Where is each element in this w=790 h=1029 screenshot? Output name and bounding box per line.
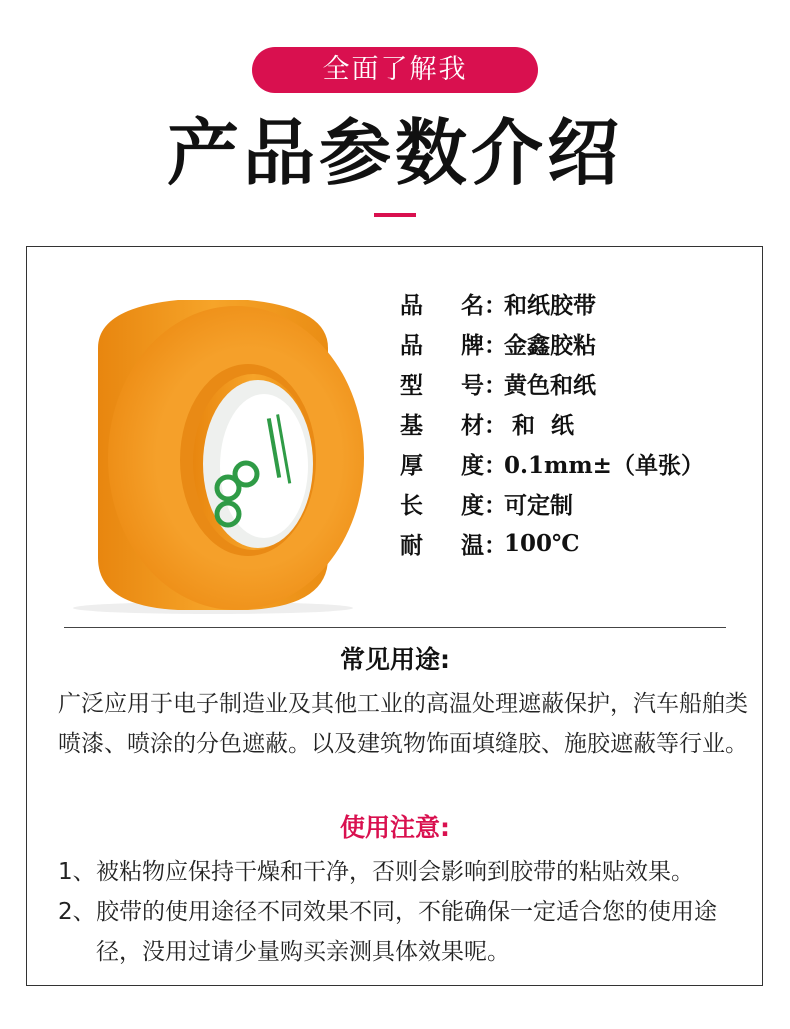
spec-colon: ： [484,371,507,399]
spec-colon: ： [484,331,507,359]
spec-value: 金鑫胶粘 [504,331,596,359]
spec-label: 品 名 [400,291,484,319]
spec-label: 品 牌 [400,331,484,359]
spec-row [400,483,704,523]
notice-item [58,852,748,892]
spec-value: 黄色和纸 [504,371,596,399]
spec-value: 和纸胶带 [504,291,596,319]
page-title: 产品参数介绍 [166,111,623,195]
spec-colon: ： [484,291,507,319]
spec-label: 型 号 [400,371,484,399]
notice-number: 1、 [58,859,96,885]
notice-item [58,892,748,972]
notice-number: 2、 [58,899,96,925]
spec-row [400,523,704,563]
title-accent-bar [374,213,416,217]
spec-value: 100℃ [504,529,580,557]
spec-colon: ： [484,411,507,439]
spec-colon: ： [484,491,507,519]
spec-list [400,283,704,563]
section-pill-label: 全面了解我 [252,47,538,93]
spec-row [400,403,704,443]
spec-colon: ： [484,531,507,559]
spec-value: 0.1mm±（单张） [504,451,704,479]
notice-text: 胶带的使用途径不同效果不同，不能确保一定适合您的使用途径，没用过请少量购买亲测具体效果呢。 [96,899,717,965]
section-divider [64,627,726,628]
notice-title: 使用注意: [340,813,450,842]
spec-row [400,323,704,363]
usage-title: 常见用途: [340,645,450,674]
tape-roll-image [58,288,368,618]
spec-colon: ： [484,451,507,479]
notice-text: 被粘物应保持干燥和干净，否则会影响到胶带的粘贴效果。 [96,859,694,885]
notice-list [58,852,748,972]
spec-row [400,443,704,483]
spec-value: 可定制 [504,491,573,519]
usage-text: 广泛应用于电子制造业及其他工业的高温处理遮蔽保护，汽车船舶类喷漆、喷涂的分色遮蔽。以及建筑物饰面填缝胶、施胶遮蔽等行业。 [58,691,748,757]
spec-label: 基 材 [400,411,484,439]
spec-row [400,363,704,403]
spec-label: 长 度 [400,491,484,519]
spec-label: 厚 度 [400,451,484,479]
spec-label: 耐 温 [400,531,484,559]
spec-value: 和 纸 [504,411,575,439]
spec-row [400,283,704,323]
